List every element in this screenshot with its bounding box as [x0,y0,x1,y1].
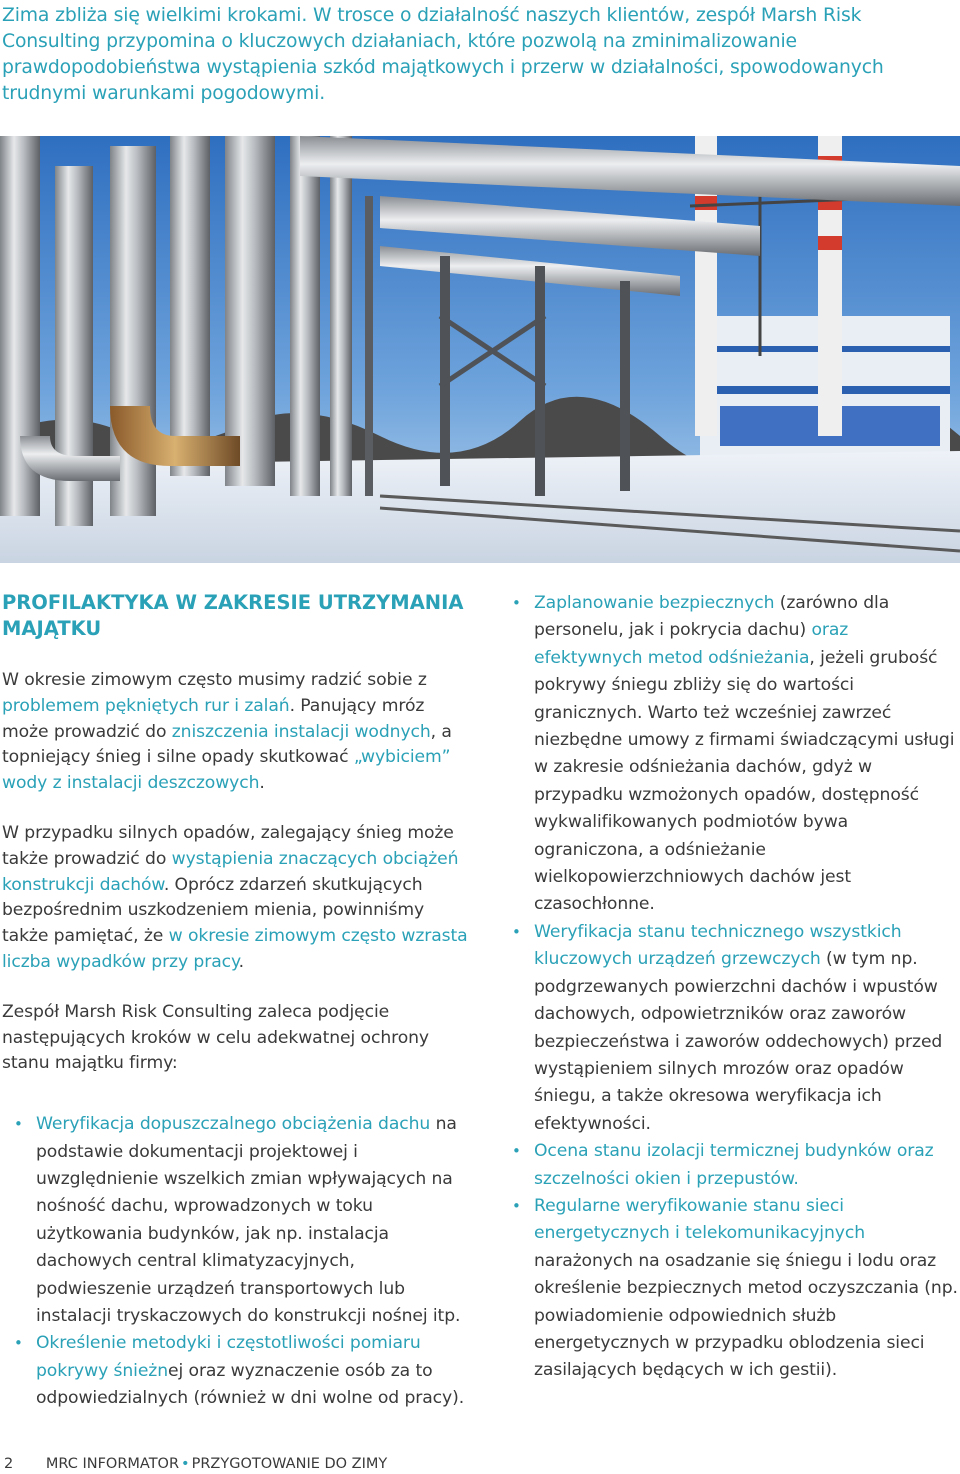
highlight-span: Weryfikacja dopuszczalnego obciążenia dachu [36,1114,431,1135]
text-span: ej oraz wyznaczenie osób za to odpowiedzialnych (również w dni wolne od pracy). [36,1360,465,1409]
list-item [512,590,960,919]
left-column [2,590,472,1413]
paragraph-frozen-pipes [2,668,472,797]
right-column [512,590,960,1385]
highlight-span: w okresie zimowym często wzrasta liczba wypadków przy pracy [2,926,468,972]
text-span: . Oprócz zdarzeń skutkujących bezpośrednim uszkodzeniem mienia, powinniśmy także pamiętać, że [2,874,425,947]
text-span: . Panujący mróz może prowadzić do [2,695,425,742]
intro-paragraph: Zima zbliża się wielkimi krokami. W trosce o działalność naszych klientów, zespół Marsh Risk Consulting przypomina o kluczowych działaniach, które pozwolą na zminimalizowanie prawdopodobieństwa wystąpienia szkód majątkowych i przerw w działalności, spowodowanych trudnymi warunkami pogodowymi. [2,5,884,104]
list-item [14,1330,472,1412]
text-span: W przypadku silnych opadów, zalegający śnieg może także prowadzić do [2,822,454,869]
text-span: narażonych na osadzanie się śniegu i lodu oraz określenie bezpiecznych metod oczyszczania (np. powiadomienie odpowiednich służb energetycznych w przypadku oblodzenia sieci zasilających będących w ich gestii). [534,1250,958,1381]
text-span: W okresie zimowym często musimy radzić sobie z [2,670,427,690]
page-footer [4,1456,387,1472]
publication-name: MRC INFORMATOR [45,1456,180,1472]
publication-title: PRZYGOTOWANIE DO ZIMY [191,1456,388,1472]
highlight-span: oraz efektywnych metod odśnieżania [534,620,849,668]
text-span: . [238,951,244,972]
list-item [512,1138,960,1193]
text-span: , jeżeli grubość pokrywy śniegu zbliży się do wartości granicznych. Warto też wcześniej zawrzeć niezbędne umowy z firmami świadczącymi usługi w zakresie odśnieżania dachów, gdyż w przypadku wzmożonych opadów, dostępność wykwalifikowanych podmiotów bywa ograniczona, a odśnieżanie wielkopowierzchniowych dachów jest czasochłonne. [534,647,955,915]
footer-separator: • [181,1456,190,1472]
industrial-pipes-photo [0,136,960,563]
highlight-span: Regularne weryfikowanie stanu sieci energetycznych i telekomunikacyjnych [534,1195,865,1244]
highlight-span: Weryfikacja stanu technicznego wszystkich kluczowych urządzeń grzewczych [534,921,902,970]
page-number: 2 [4,1456,14,1472]
text-span: (zarówno dla personelu, jak i pokrycia dachu) [534,593,890,641]
highlight-span: zniszczenia instalacji wodnych [171,721,431,742]
highlight-span: Określenie metodyki i częstotliwości pomiaru pokrywy śnieżn [36,1333,421,1381]
highlight-span: wystąpienia znaczących obciążeń konstrukcji dachów [2,848,459,895]
highlight-span: Ocena stanu izolacji termicznej budynków oraz szczelności okien i przepustów. [534,1141,934,1189]
list-item [14,1111,472,1330]
highlight-span: „wybiciem” wody z instalacji deszczowych [2,747,451,794]
section-heading: PROFILAKTYKA W ZAKRESIE UTRZYMANIA MAJĄTKU [2,591,464,640]
highlight-span: Zaplanowanie bezpiecznych [534,593,775,613]
paragraph-snow-load [2,821,472,976]
left-bullet-list [14,1111,472,1412]
text-span: (w tym np. podgrzewanych powierzchni dachów i wpustów dachowych, odpowietrzników oraz zaworów bezpieczeństwa i zaworów oddechowych) przed wystąpieniem silnych mrozów oraz opadów śniegu, a także okresowa weryfikacja ich efektywności. [534,949,943,1134]
highlight-span: problemem pękniętych rur i zalań [2,695,290,716]
text-span: na podstawie dokumentacji projektowej i uwzględnienie wszelkich zmian wpływających na nośność dachu, wprowadzonych w toku użytkowania budynków, jak np. instalacja dachowych central klimatyzacyjnych, podwieszenie urządzeń transportowych lub instalacji tryskaczowych do konstrukcji nośnej itp. [36,1114,461,1326]
right-bullet-list [512,590,960,1385]
list-item [512,1193,960,1385]
text-span: , a topniejący śnieg i silne opady skutkować [2,721,452,768]
paragraph-recommendations-intro: Zespół Marsh Risk Consulting zaleca podjęcie następujących kroków w celu adekwatnej ochrony stanu majątku firmy: [2,1001,429,1074]
list-item [512,919,960,1138]
text-span: . [259,773,265,794]
